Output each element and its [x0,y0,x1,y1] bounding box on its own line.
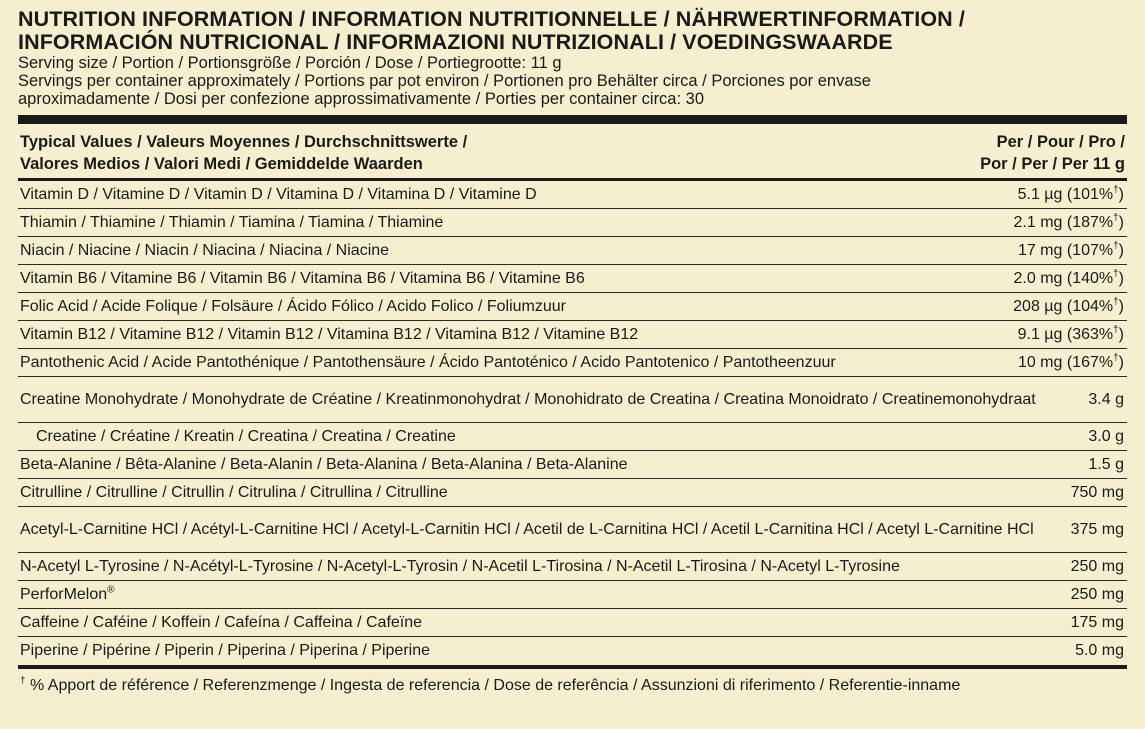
nutrient-name [20,484,1061,502]
nutrient-name-text: Citrulline / Citrulline / Citrullin / Citrulina / Citrullina / Citrulline [20,483,448,501]
nutrient-amount [1071,558,1124,576]
table-row [18,181,1127,209]
nutrient-amount [1013,298,1124,316]
dagger-mark: † [1113,352,1119,364]
nutrient-name-text: Niacin / Niacine / Niacin / Niacina / Niacina / Niacine [20,241,390,259]
typical-values-header [20,131,467,175]
amount-value: 5.1 µg (101% [1017,185,1114,203]
nutrient-amount [1014,214,1125,232]
amount-value: 5.0 mg [1075,642,1124,659]
nutrient-name-text: Acetyl-L-Carnitine HCl / Acétyl-L-Carnitine HCl / Acetyl-L-Carnitin HCl / Acetil de L-Carnitina HCl / Acetil L-Carnitina HCl / Acetyl L-Carnitine HCl [20,520,1034,538]
closing-paren: ) [1118,269,1124,287]
nutrient-name [20,586,1061,604]
amount-value: 250 mg [1070,585,1124,603]
nutrient-name-text: Folic Acid / Acide Folique / Folsäure / Ácido Fólico / Acido Folico / Foliumzuur [20,297,567,315]
nutrient-amount [1018,242,1124,260]
table-row [18,609,1127,637]
nutrient-name-text: N-Acetyl L-Tyrosine / N-Acétyl-L-Tyrosine / N-Acetyl-L-Tyrosin / N-Acetil L-Tirosina / N-Acetil L-Tirosina / N-Acetyl L-Tyrosine [20,557,900,575]
nutrient-name [20,614,1061,632]
registered-mark: ® [107,584,115,596]
nutrient-name-text: Creatine Monohydrate / Monohydrate de Créatine / Kreatinmonohydrat / Monohidrato de Creatina / Creatina Monoidrato / Creatinemonohydraat [20,390,1036,408]
nutrient-amount [1014,270,1125,288]
amount-value: 10 mg (167% [1017,353,1114,371]
table-row [18,451,1127,479]
nutrient-name [20,642,1065,660]
dagger-mark: † [1113,324,1119,336]
nutrient-name-text: Vitamin D / Vitamine D / Vitamin D / Vitamina D / Vitamina D / Vitamine D [20,185,537,203]
per-serving-header [980,131,1125,175]
nutrient-name-text: Thiamin / Thiamine / Thiamin / Tiamina / Tiamina / Thiamine [20,213,444,231]
table-row [18,637,1127,665]
title-line-2: INFORMACIÓN NUTRICIONAL / INFORMAZIONI NUTRIZIONALI / VOEDINGSWAARDE [18,30,893,54]
table-row [18,377,1127,423]
footnote-text: % Apport de référence / Referenzmenge / Ingesta de referencia / Dose de referência / Assunzioni di riferimento / Referentie-inname [25,677,961,694]
footnote [18,669,1127,695]
nutrient-name [20,354,1008,372]
table-row [18,581,1127,609]
nutrient-amount [1071,521,1124,539]
table-row [18,479,1127,507]
closing-paren: ) [1118,185,1124,203]
nutrition-table [18,124,1127,669]
header-right-line-1: Per / Pour / Pro / [996,133,1125,151]
table-row [18,507,1127,553]
closing-paren: ) [1118,241,1124,259]
nutrient-amount [1088,456,1124,474]
amount-value: 175 mg [1070,613,1124,631]
dagger-mark: † [20,675,26,687]
nutrient-name [20,558,1061,576]
amount-value: 3.4 g [1088,390,1124,408]
nutrient-name-text: Caffeine / Caféine / Koffein / Cafeína / Caffeina / Cafeïne [20,613,423,631]
header-left-line-1: Typical Values / Valeurs Moyennes / Durchschnittswerte / [20,133,468,151]
closing-paren: ) [1118,353,1124,371]
nutrient-amount [1071,586,1124,604]
table-body [18,181,1127,665]
nutrient-name-text: Pantothenic Acid / Acide Pantothénique / Pantothensäure / Ácido Pantoténico / Acido Pantotenico / Pantotheenzuur [20,353,836,371]
amount-value: 250 mg [1070,557,1124,575]
dagger-mark: † [1113,184,1119,196]
nutrient-name [20,456,1078,474]
amount-value: 2.0 mg (140% [1013,269,1114,287]
nutrient-name [20,391,1078,409]
table-row [18,265,1127,293]
nutrient-name-text: Piperine / Pipérine / Piperin / Piperina / Piperina / Piperine [20,642,430,659]
closing-paren: ) [1118,297,1124,315]
nutrient-name-text: Beta-Alanine / Bêta-Alanine / Beta-Alanin / Beta-Alanina / Beta-Alanina / Beta-Alanine [20,455,628,473]
amount-value: 2.1 mg (187% [1013,213,1114,231]
amount-value: 375 mg [1070,520,1124,538]
dagger-mark: † [1113,296,1119,308]
dagger-mark: † [1113,268,1119,280]
nutrient-amount [1018,326,1124,344]
nutrient-amount [1018,354,1124,372]
nutrient-name-text: PerforMelon [20,585,108,603]
nutrient-name-text: Vitamin B12 / Vitamine B12 / Vitamin B12 / Vitamina B12 / Vitamina B12 / Vitamine B12 [20,325,639,343]
table-row [18,209,1127,237]
table-row [18,349,1127,377]
dagger-mark: † [1113,240,1119,252]
table-row [18,237,1127,265]
nutrient-amount [1071,484,1124,502]
nutrient-name [20,428,1078,446]
table-row [18,321,1127,349]
nutrient-amount [1088,428,1124,446]
nutrient-name [20,326,1008,344]
amount-value: 3.0 g [1088,427,1124,445]
table-row [18,423,1127,451]
amount-value: 17 mg (107% [1017,241,1114,259]
servings-per-container-line-2: aproximadamente / Dosi per confezione approssimativamente / Porties per container circa: 30 [18,90,705,108]
table-row [18,553,1127,581]
closing-paren: ) [1118,213,1124,231]
title-line-1: NUTRITION INFORMATION / INFORMATION NUTRITIONNELLE / NÄHRWERTINFORMATION / [18,7,965,31]
nutrient-name [20,298,1003,316]
amount-value: 1.5 g [1088,455,1124,473]
nutrient-amount [1071,614,1124,632]
nutrient-name [20,186,1008,204]
amount-value: 208 µg (104% [1013,297,1114,315]
amount-value: 750 mg [1070,483,1124,501]
nutrient-name [20,214,1004,232]
table-header [18,124,1127,181]
nutrient-name [20,521,1061,539]
servings-per-container-line-1: Servings per container approximately / Portions par pot environ / Portionen pro Behälter circa / Porciones por envase [18,72,871,90]
nutrient-amount [1088,391,1124,409]
thick-divider [18,115,1127,124]
header-left-line-2: Valores Medios / Valori Medi / Gemiddelde Waarden [20,155,423,173]
nutrient-name [20,242,1008,260]
nutrient-name-text: Creatine / Créatine / Kreatin / Creatina / Creatina / Creatine [36,427,456,445]
serving-info [18,54,1127,108]
serving-size: Serving size / Portion / Portionsgröße / Porción / Dose / Portiegrootte: 11 g [18,54,562,72]
amount-value: 9.1 µg (363% [1017,325,1114,343]
table-row [18,293,1127,321]
dagger-mark: † [1113,212,1119,224]
closing-paren: ) [1118,325,1124,343]
nutrient-amount [1018,186,1124,204]
nutrient-amount [1075,642,1124,660]
nutrient-name-text: Vitamin B6 / Vitamine B6 / Vitamin B6 / Vitamina B6 / Vitamina B6 / Vitamine B6 [20,269,585,287]
nutrient-name [20,270,1004,288]
header-right-line-2: Por / Per / Per 11 g [980,155,1125,173]
title [18,8,1127,54]
